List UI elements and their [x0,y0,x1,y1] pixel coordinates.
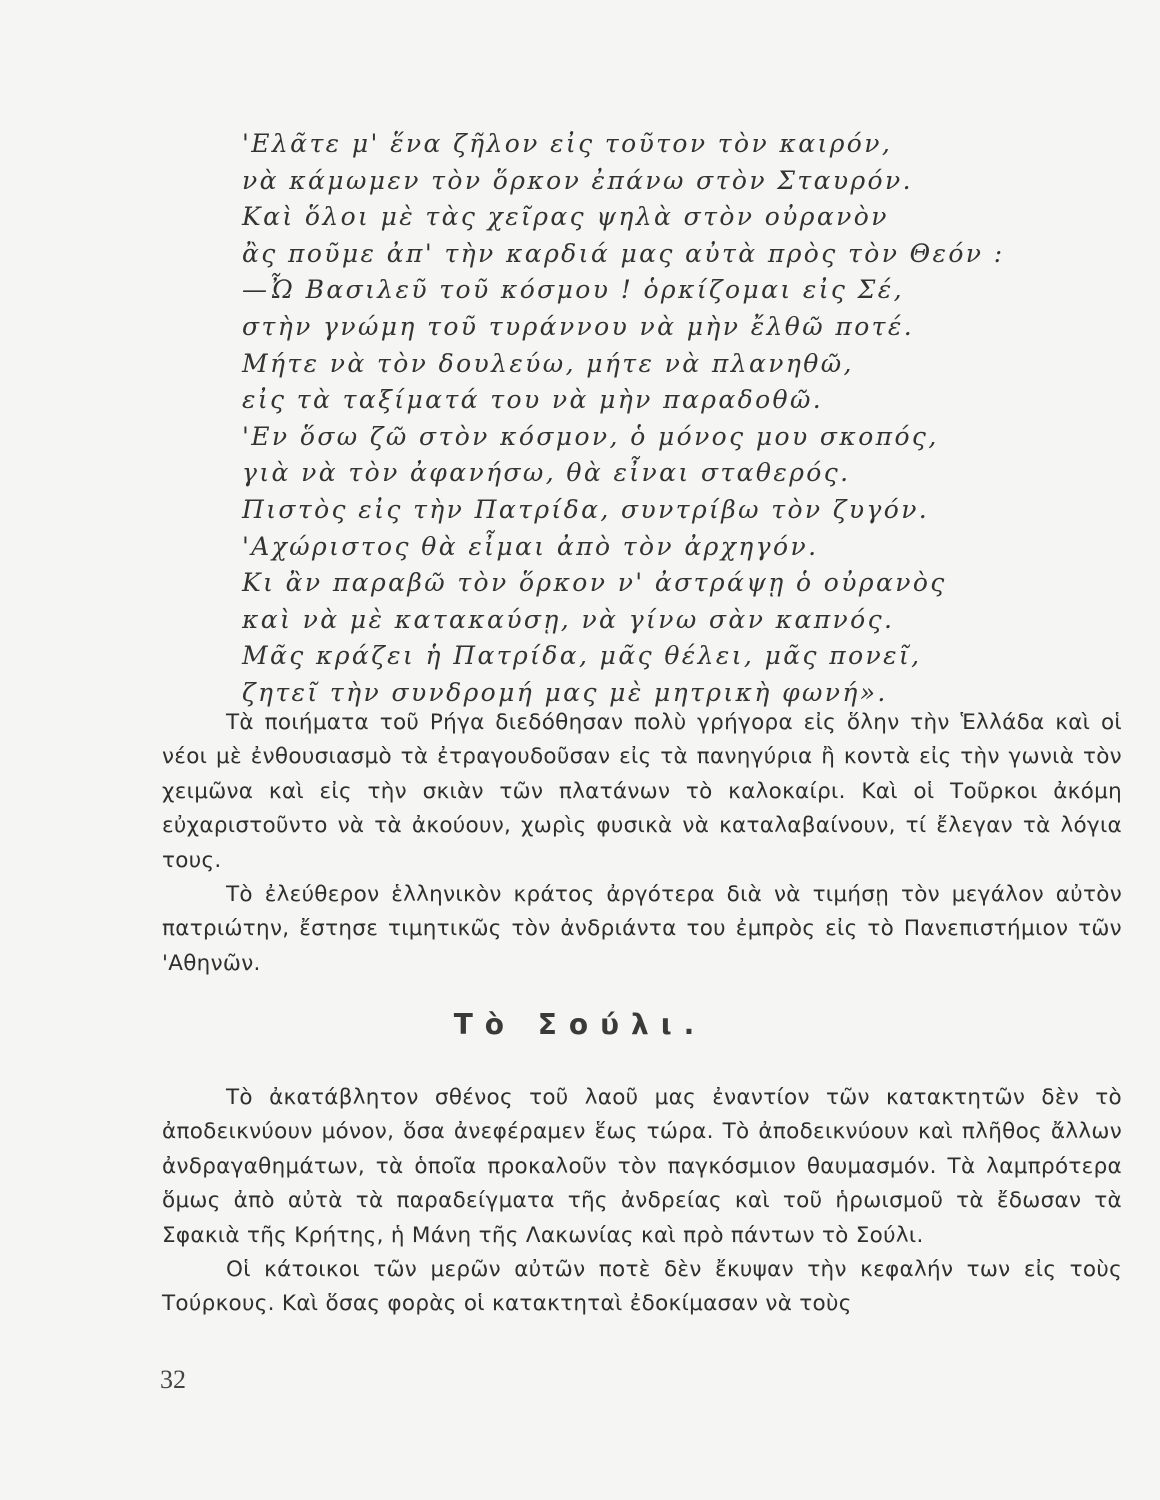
poem-line: στὴν γνώμη τοῦ τυράννου νὰ μὴν ἔλθῶ ποτέ. [242,311,915,341]
poem-line: Κι ἂν παραβῶ τὸν ὅρκον ν' ἀστράψῃ ὁ οὐρανὸς [242,568,947,598]
poem-block [242,126,1005,712]
poem-line: 'Εν ὅσω ζῶ στὸν κόσμον, ὁ μόνος μου σκοπός, [242,421,939,451]
poem-line: νὰ κάμωμεν τὸν ὅρκον ἐπάνω στὸν Σταυρόν. [242,165,913,195]
poem-line: ἂς ποῦμε ἀπ' τὴν καρδιά μας αὐτὰ πρὸς τὸν Θεόν : [242,238,1005,268]
poem-line: εἰς τὰ ταξίματά του νὰ μὴν παραδοθῶ. [242,385,824,415]
section-souli-text [162,1081,1122,1322]
poem-line: γιὰ νὰ τὸν ἀφανήσω, θὰ εἶναι σταθερός. [242,458,851,488]
poem-line: ζητεῖ τὴν συνδρομή μας μὲ μητρικὴ φωνή». [242,677,888,707]
section-heading: Τὸ Σούλι. [453,1008,707,1041]
poem-line: Καὶ ὅλοι μὲ τὰς χεῖρας ψηλὰ στὸν οὐρανὸν [242,202,889,232]
poem-line: Μᾶς κράζει ἡ Πατρίδα, μᾶς θέλει, μᾶς πονεῖ, [242,641,922,671]
paragraph: Τὸ ἐλεύθερον ἑλληνικὸν κράτος ἀργότερα διὰ νὰ τιμήσῃ τὸν μεγάλον αὐτὸν πατριώτην, ἔστησε τιμητικῶς τὸν ἀνδριάντα του ἐμπρὸς εἰς τὸ Πανεπιστήμιον τῶν 'Αθηνῶν. [162,882,1122,976]
poem-line: 'Αχώριστος θὰ εἶμαι ἀπὸ τὸν ἀρχηγόν. [242,531,819,561]
paragraph: Οἱ κάτοικοι τῶν μερῶν αὐτῶν ποτὲ δὲν ἔκυψαν τὴν κεφαλήν των εἰς τοὺς Τούρκους. Καὶ ὅσας φορὰς οἱ κατακτηταὶ ἐδοκίμασαν νὰ τοὺς [162,1257,1122,1317]
paragraph: Τὸ ἀκατάβλητον σθένος τοῦ λαοῦ μας ἐναντίον τῶν κατακτητῶν δὲν τὸ ἀποδεικνύουν μόνον, ὅσα ἀνεφέραμεν ἕως τώρα. Τὸ ἀποδεικνύουν καὶ πλῆθος ἄλλων ἀνδραγαθημάτων, τὰ ὁποῖα προκαλοῦν τὸν παγκόσμιον θαυμασμόν. Τὰ λαμπρότερα ὅμως ἀπὸ αὐτὰ τὰ παραδείγματα τῆς ἀνδρείας καὶ τοῦ ἡρωισμοῦ τὰ ἔδωσαν τὰ Σφακιὰ τῆς Κρήτης, ἡ Μάνη τῆς Λακωνίας καὶ πρὸ πάντων τὸ Σούλι. [162,1085,1122,1248]
poem-line: Μήτε νὰ τὸν δουλεύω, μήτε νὰ πλανηθῶ, [242,348,854,378]
poem-line: καὶ νὰ μὲ κατακαύσῃ, νὰ γίνω σὰν καπνός. [242,604,895,634]
section-rigas-text [162,706,1122,981]
poem-line: —Ὦ Βασιλεῦ τοῦ κόσμου ! ὁρκίζομαι εἰς Σέ, [242,275,904,305]
page-number: 32 [160,1365,186,1394]
poem-line: 'Ελᾶτε μ' ἕνα ζῆλον εἰς τοῦτον τὸν καιρόν, [242,129,893,158]
paragraph: Τὰ ποιήματα τοῦ Ρήγα διεδόθησαν πολὺ γρήγορα εἰς ὅλην τὴν Ἑλλάδα καὶ οἱ νέοι μὲ ἐνθουσιασμὸ τὰ ἐτραγουδοῦσαν εἰς τὰ πανηγύρια ἢ κοντὰ εἰς τὴν γωνιὰ τὸν χειμῶνα καὶ εἰς τὴν σκιὰν τῶν πλατάνων τὸ καλοκαίρι. Καὶ οἱ Τοῦρκοι ἀκόμη εὐχαριστοῦντο νὰ τὰ ἀκούουν, χωρὶς φυσικὰ νὰ καταλαβαίνουν, τί ἔλεγαν τὰ λόγια τους. [162,710,1122,873]
poem-line: Πιστὸς εἰς τὴν Πατρίδα, συντρίβω τὸν ζυγόν. [242,494,930,524]
